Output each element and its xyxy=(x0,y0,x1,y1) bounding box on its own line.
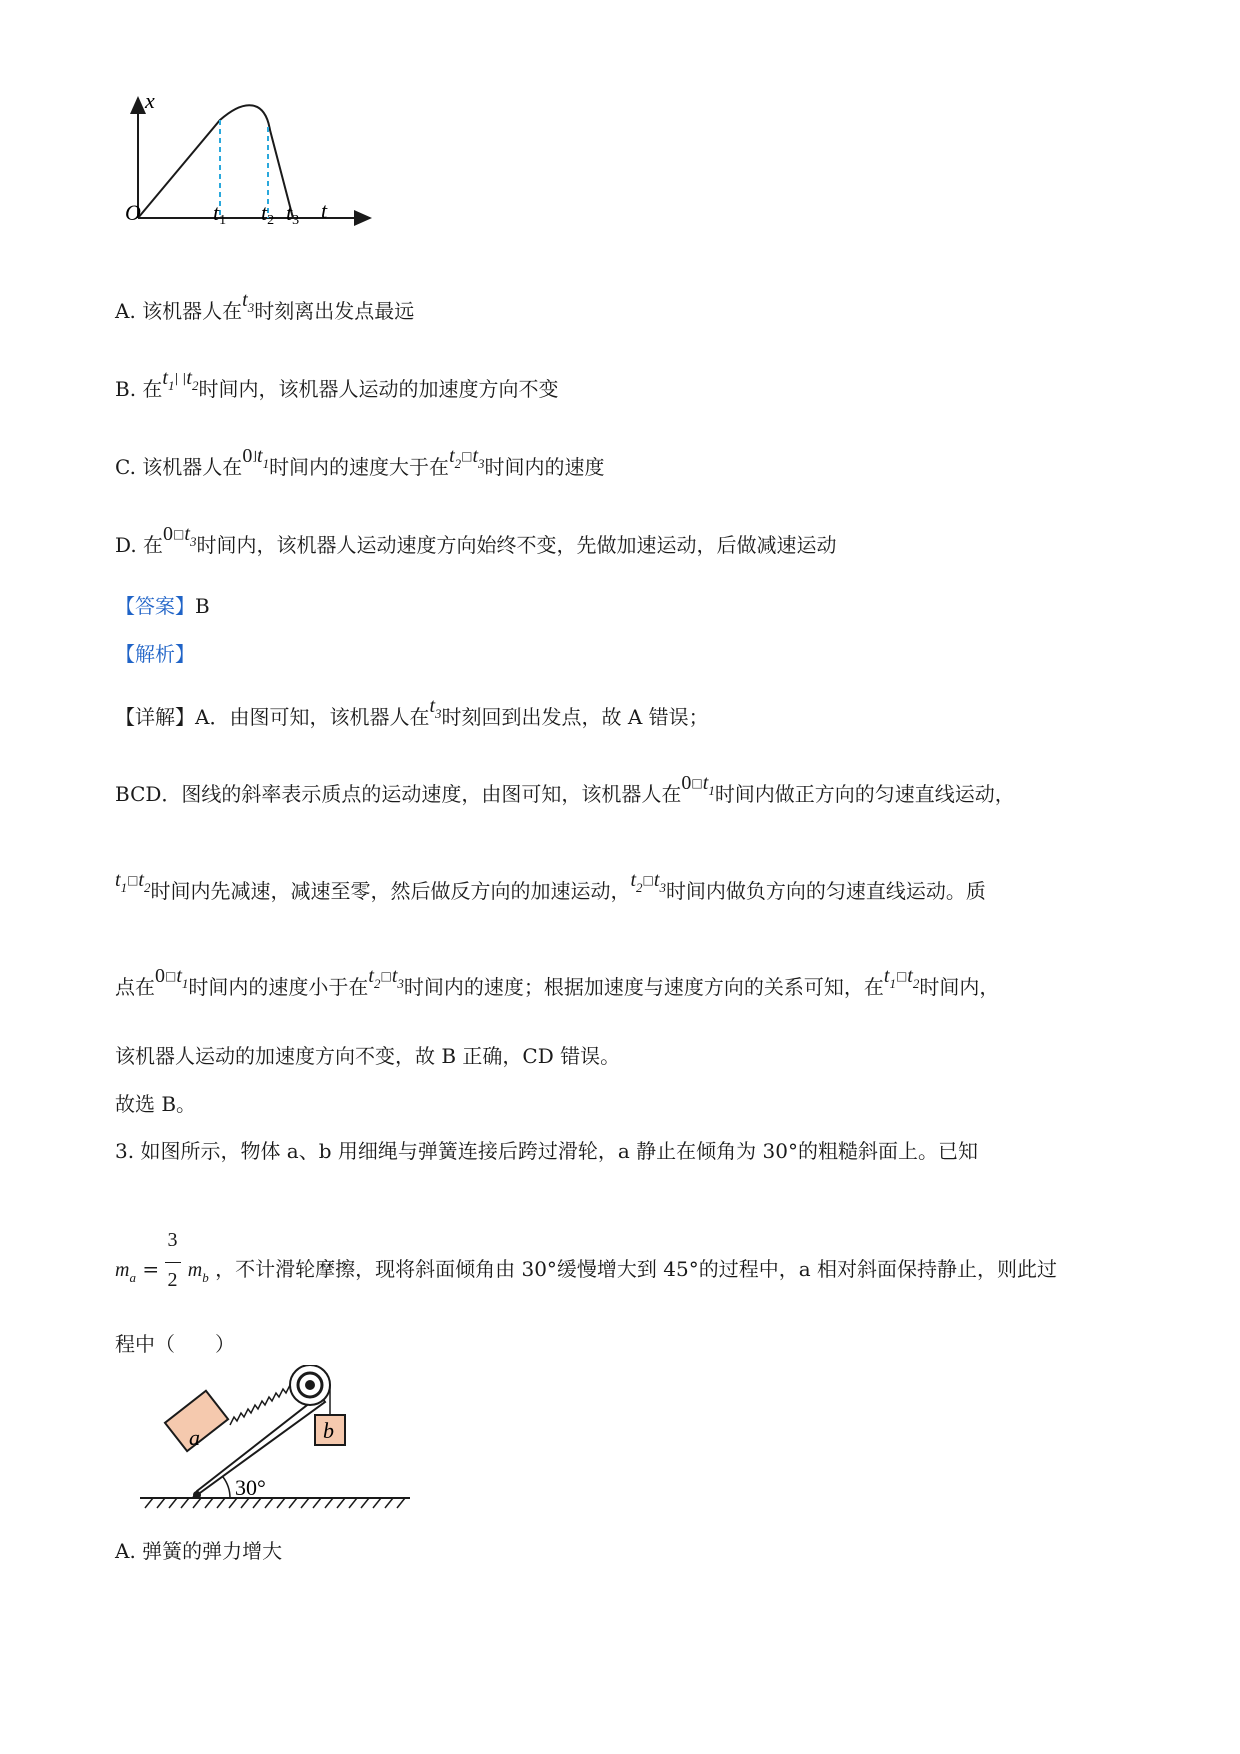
q2-option-c: C. 该机器人在$0^⌋t_1$时间内的速度大于在$t_2^□t_3$时间内的速度 xyxy=(115,445,605,479)
angle-arc xyxy=(223,1477,230,1498)
t-axis-label: t xyxy=(321,198,328,223)
q3-option-a: A. 弹簧的弹力增大 xyxy=(115,1539,283,1563)
q2-option-b: B. 在$t_1^{| |}t_2$时间内，该机器人运动的加速度方向不变 xyxy=(115,367,559,401)
math-t1: $t_1$ xyxy=(162,367,175,393)
detail-line-6: 故选 B。 xyxy=(115,1092,197,1116)
detail-line-5: 该机器人运动的加速度方向不变，故 B 正确，CD 错误。 xyxy=(115,1044,621,1068)
detail-line-2: BCD．图线的斜率表示质点的运动速度，由图可知，该机器人在$0^□t_1$时间内做正方向的匀速直线运动， xyxy=(115,772,1015,806)
q3-line-2: $m_a$ = $\frac{3}{2}$ $m_b$ ，不计滑轮摩擦，现将斜面倾角由 30°缓慢增大到 45°的过程中，a 相对斜面保持静止，则此过 xyxy=(115,1229,1058,1291)
xt-graph xyxy=(125,90,385,255)
detail-line-1: 【详解】A．由图可知，该机器人在$t_3$时刻回到出发点，故 A 错误； xyxy=(115,695,709,729)
math-t2: $t_2$ xyxy=(186,367,199,393)
ground-hatching xyxy=(145,1498,405,1508)
x-axis-label: x xyxy=(145,90,155,113)
angle-label: 30° xyxy=(235,1475,266,1500)
q2-option-d: D. 在$0^□t_3$时间内，该机器人运动速度方向始终不变，先做加速运动，后做减速运动 xyxy=(115,523,837,557)
origin-label: O xyxy=(125,200,141,225)
detail-line-4: 点在$0^□t_1$时间内的速度小于在$t_2^□t_3$时间内的速度；根据加速度与速度方向的关系可知，在$t_1^□t_2$时间内， xyxy=(115,965,1000,999)
math-t3: $t_3$ xyxy=(242,289,255,315)
detail-label: 【详解】 xyxy=(115,705,195,729)
answer-label: 【答案】 xyxy=(115,594,195,618)
analysis-label: 【解析】 xyxy=(115,642,195,666)
block-b-label: b xyxy=(323,1418,334,1443)
pulley-axle xyxy=(305,1380,315,1390)
q3-line-1: 3. 如图所示，物体 a、b 用细绳与弹簧连接后跨过滑轮，a 静止在倾角为 30°的粗糙斜面上。已知 xyxy=(115,1139,978,1163)
fraction-3-2: $\frac{3}{2}$ xyxy=(165,1248,181,1276)
q3-line-3: 程中（ ） xyxy=(115,1332,235,1356)
answer xyxy=(115,592,210,620)
t1-label: t1 xyxy=(213,200,227,228)
hinge xyxy=(193,1491,201,1499)
block-a-label: a xyxy=(189,1425,200,1450)
answer-value: B xyxy=(195,594,210,618)
t2-label: t2 xyxy=(261,200,275,228)
q2-option-a: A. 该机器人在$t_3$时刻离出发点最远 xyxy=(115,289,415,323)
incline-pulley-figure xyxy=(135,1365,415,1515)
t3-label: t3 xyxy=(286,200,300,228)
detail-line-3: $t_1^□t_2$时间内先减速，减速至零，然后做反方向的加速运动，$t_2^□t_3$时间内做负方向的匀速直线运动。质 xyxy=(115,869,986,903)
